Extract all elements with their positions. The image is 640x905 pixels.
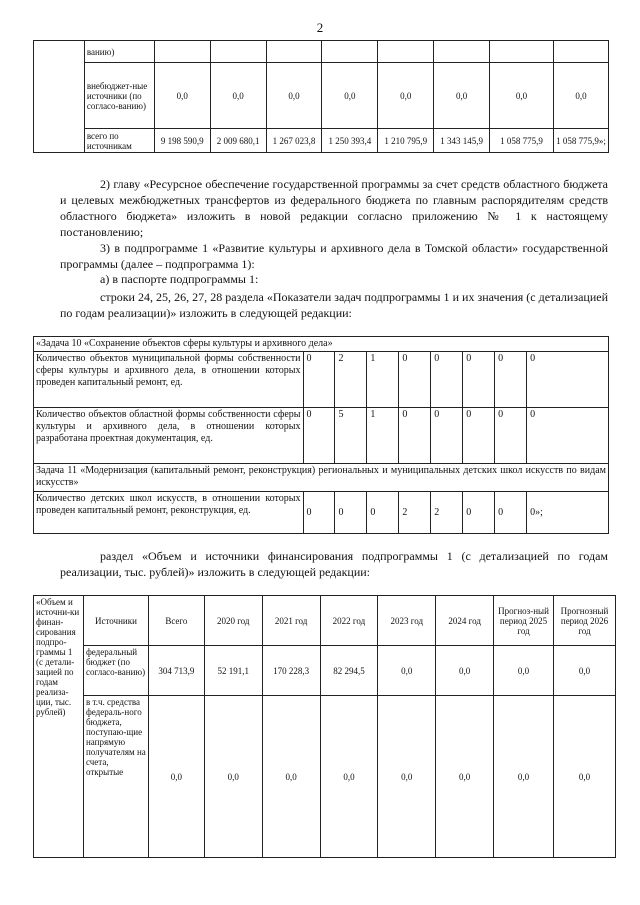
source-label: федеральный бюджет (по согласо-ванию) <box>83 646 148 696</box>
cell: 82 294,5 <box>320 646 378 696</box>
header-cell: 2020 год <box>204 596 262 646</box>
cell: 0 <box>495 492 527 534</box>
cell: 0,0 <box>148 696 204 858</box>
cell: 1 058 775,9»; <box>553 129 608 153</box>
header-cell: Прогнозный период 2026 год <box>553 596 615 646</box>
cell: 52 191,1 <box>204 646 262 696</box>
cell: 0,0 <box>553 696 615 858</box>
cell: 304 713,9 <box>148 646 204 696</box>
cell: 0 <box>303 352 335 408</box>
cell: 0 <box>527 352 609 408</box>
cell: 0,0 <box>490 63 554 129</box>
row-label-total: всего по источникам <box>84 129 154 153</box>
cell: 1 058 775,9 <box>490 129 554 153</box>
paragraph-3a: а) в паспорте подпрограммы 1: <box>100 272 259 286</box>
cell: 2 <box>335 352 367 408</box>
header-cell: Прогноз-ный период 2025 год <box>494 596 554 646</box>
cell: 0,0 <box>436 696 494 858</box>
paragraph-rows: строки 24, 25, 26, 27, 28 раздела «Показатели задач подпрограммы 1 и их значения (с детализацией по годам реализации)» изложить в следующей редакции: <box>60 290 608 320</box>
indicators-table <box>33 336 609 534</box>
cell: 0 <box>495 408 527 464</box>
indicator-label: Количество объектов областной формы собственности сферы культуры и архивного дела, в отношении которых разработана проектная документация, ед. <box>34 408 304 464</box>
cell: 0 <box>335 492 367 534</box>
page-number: 2 <box>316 20 324 35</box>
cell: 0 <box>431 408 463 464</box>
cell: 0,0 <box>436 646 494 696</box>
funding-sources-table <box>33 595 616 858</box>
cell: 0,0 <box>553 63 608 129</box>
header-cell: Источники <box>83 596 148 646</box>
cell: 1 343 145,9 <box>434 129 490 153</box>
indicator-label: Количество детских школ искусств, в отношении которых проведен капитальный ремонт, реконструкция, ед. <box>34 492 304 534</box>
cell: 0,0 <box>494 696 554 858</box>
cell: 0»; <box>527 492 609 534</box>
task-11-heading: Задача 11 «Модернизация (капитальный ремонт, реконструкция) региональных и муниципальных детских школ искусств по видам искусств» <box>34 464 609 492</box>
cell: 1 267 023,8 <box>266 129 322 153</box>
cell: 0 <box>303 492 335 534</box>
cell: 0,0 <box>378 646 436 696</box>
task-10-heading: «Задача 10 «Сохранение объектов сферы культуры и архивного дела» <box>34 337 609 352</box>
cell: 0 <box>431 352 463 408</box>
cell: 1 250 393,4 <box>322 129 378 153</box>
cell: 0,0 <box>553 646 615 696</box>
cell: 2 <box>431 492 463 534</box>
cell: 0 <box>399 408 431 464</box>
cell: 1 <box>367 408 399 464</box>
cell: 170 228,3 <box>262 646 320 696</box>
cell: 0,0 <box>154 63 210 129</box>
cell: 2 009 680,1 <box>210 129 266 153</box>
row-label-extrabudget: внебюджет-ные источники (по согласо-ванию) <box>84 63 154 129</box>
cell: 5 <box>335 408 367 464</box>
paragraph-3: 3) в подпрограмме 1 «Развитие культуры и архивного дела в Томской области» государственной программы (далее – подпрограмма 1): <box>60 241 608 271</box>
cell: 0,0 <box>320 696 378 858</box>
cell: 0 <box>495 352 527 408</box>
cell: 0,0 <box>494 646 554 696</box>
side-label: «Объем и источни-ки финан-сирования подпро-граммы 1 (с детали-зацией по годам реализа-ции, тыс. рублей) <box>34 596 84 858</box>
cell: 0,0 <box>266 63 322 129</box>
cell: 0,0 <box>210 63 266 129</box>
cell: 0,0 <box>322 63 378 129</box>
cell: 0 <box>399 352 431 408</box>
cell: 2 <box>399 492 431 534</box>
funding-table-continued <box>33 40 609 153</box>
cell: 0,0 <box>378 696 436 858</box>
cell: 1 <box>367 352 399 408</box>
cell-top-label: ванию) <box>84 41 154 63</box>
cell: 0,0 <box>434 63 490 129</box>
indicator-label: Количество объектов муниципальной формы собственности сферы культуры и архивного дела, в отношении которых проведен капитальный ремонт, ед. <box>34 352 304 408</box>
cell: 0 <box>303 408 335 464</box>
header-cell: 2024 год <box>436 596 494 646</box>
header-cell: Всего <box>148 596 204 646</box>
cell: 0 <box>463 352 495 408</box>
paragraph-2: 2) главу «Ресурсное обеспечение государственной программы за счет средств областного бюджета и целевых межбюджетных трансфертов из федерального бюджета по главным распорядителям средств областного бюджета» изложить в новой редакции согласно приложению № 1 к настоящему постановлению; <box>60 177 608 239</box>
paragraph-funding: раздел «Объем и источники финансирования подпрограммы 1 (с детализацией по годам реализации, тыс. рублей)» изложить в следующей редакции: <box>60 549 608 579</box>
cell: 1 210 795,9 <box>378 129 434 153</box>
header-cell: 2022 год <box>320 596 378 646</box>
cell: 9 198 590,9 <box>154 129 210 153</box>
cell: 0 <box>527 408 609 464</box>
source-label: в т.ч. средства федераль-ного бюджета, поступаю-щие напрямую получателям на счета, открытые <box>83 696 148 858</box>
cell: 0,0 <box>204 696 262 858</box>
cell: 0 <box>367 492 399 534</box>
header-cell: 2021 год <box>262 596 320 646</box>
header-cell: 2023 год <box>378 596 436 646</box>
cell: 0 <box>463 408 495 464</box>
cell: 0,0 <box>262 696 320 858</box>
cell: 0 <box>463 492 495 534</box>
cell: 0,0 <box>378 63 434 129</box>
